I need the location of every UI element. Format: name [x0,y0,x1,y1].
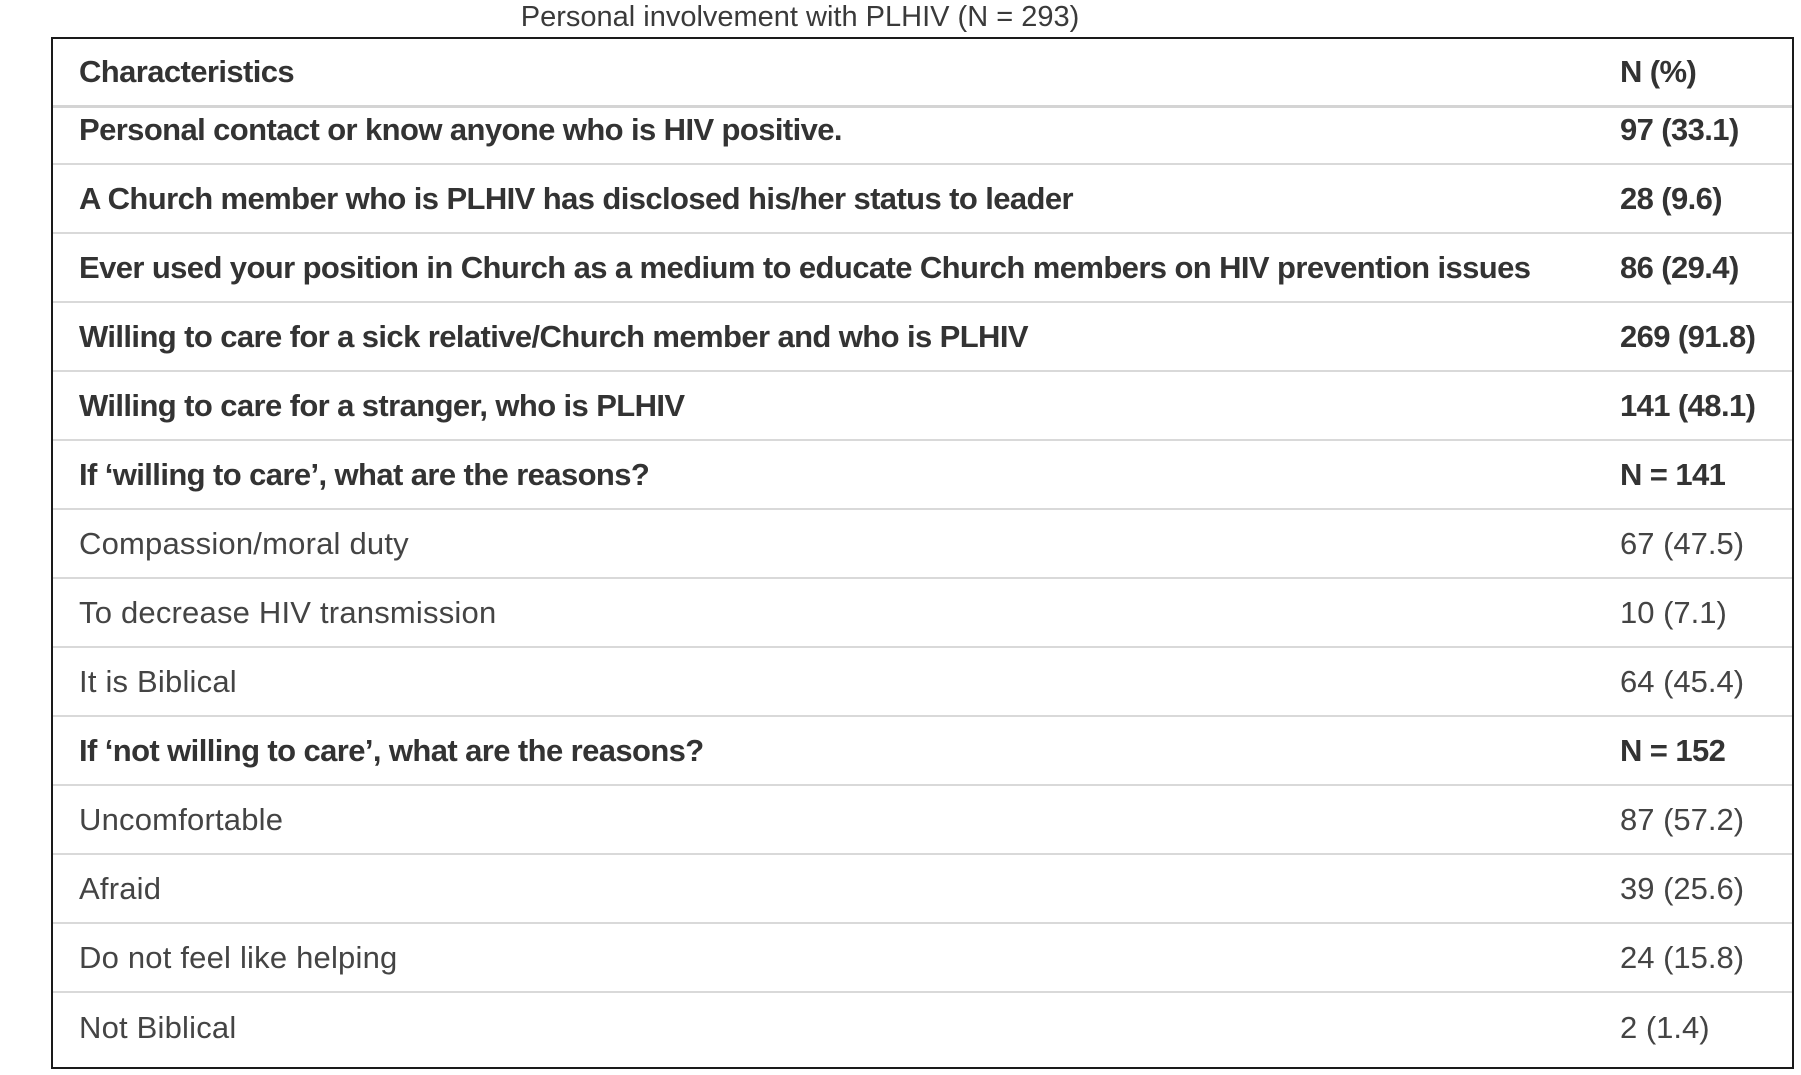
row-value: 67 (47.5) [1620,525,1745,561]
table-row [53,993,1792,1062]
section-label: If ‘not willing to care’, what are the reasons? [79,732,704,768]
row-label: Uncomfortable [79,801,284,837]
row-label: Ever used your position in Church as a medium to educate Church members on HIV prevention issues [79,249,1531,285]
row-value: 2 (1.4) [1620,1009,1710,1045]
table-row [53,303,1792,372]
table-row [53,372,1792,441]
header-characteristics: Characteristics [79,54,295,89]
row-label: Not Biblical [79,1009,237,1045]
table-row [53,579,1792,648]
table-row [53,96,1792,165]
row-label: To decrease HIV transmission [79,594,497,630]
row-value: 24 (15.8) [1620,939,1745,975]
table-row [53,234,1792,303]
header-n-percent: N (%) [1620,54,1697,89]
table-caption: Personal involvement with PLHIV (N = 293) [520,1,1080,33]
section-n: N = 152 [1620,732,1726,768]
row-value: 28 (9.6) [1620,180,1723,216]
row-label: Do not feel like helping [79,939,398,975]
row-value: 39 (25.6) [1620,870,1745,906]
table-row [53,924,1792,993]
row-label: Compassion/moral duty [79,525,409,561]
table-row [53,165,1792,234]
row-value: 269 (91.8) [1620,318,1756,354]
row-label: Afraid [79,870,162,906]
table-row [53,648,1792,717]
data-table [51,37,1794,1069]
section-n: N = 141 [1620,456,1726,492]
row-label: It is Biblical [79,663,237,699]
row-value: 87 (57.2) [1620,801,1745,837]
row-label: A Church member who is PLHIV has disclosed his/her status to leader [79,180,1073,216]
row-label: Willing to care for a stranger, who is PLHIV [79,387,685,423]
row-value: 97 (33.1) [1620,111,1739,147]
table-section-row [53,717,1792,786]
table-row [53,855,1792,924]
section-label: If ‘willing to care’, what are the reasons? [79,456,650,492]
row-value: 86 (29.4) [1620,249,1739,285]
table-row [53,786,1792,855]
table-row [53,510,1792,579]
row-value: 141 (48.1) [1620,387,1756,423]
row-value: 10 (7.1) [1620,594,1727,630]
row-value: 64 (45.4) [1620,663,1745,699]
row-label: Personal contact or know anyone who is HIV positive. [79,111,842,147]
table-section-row [53,441,1792,510]
row-label: Willing to care for a sick relative/Church member and who is PLHIV [79,318,1028,354]
